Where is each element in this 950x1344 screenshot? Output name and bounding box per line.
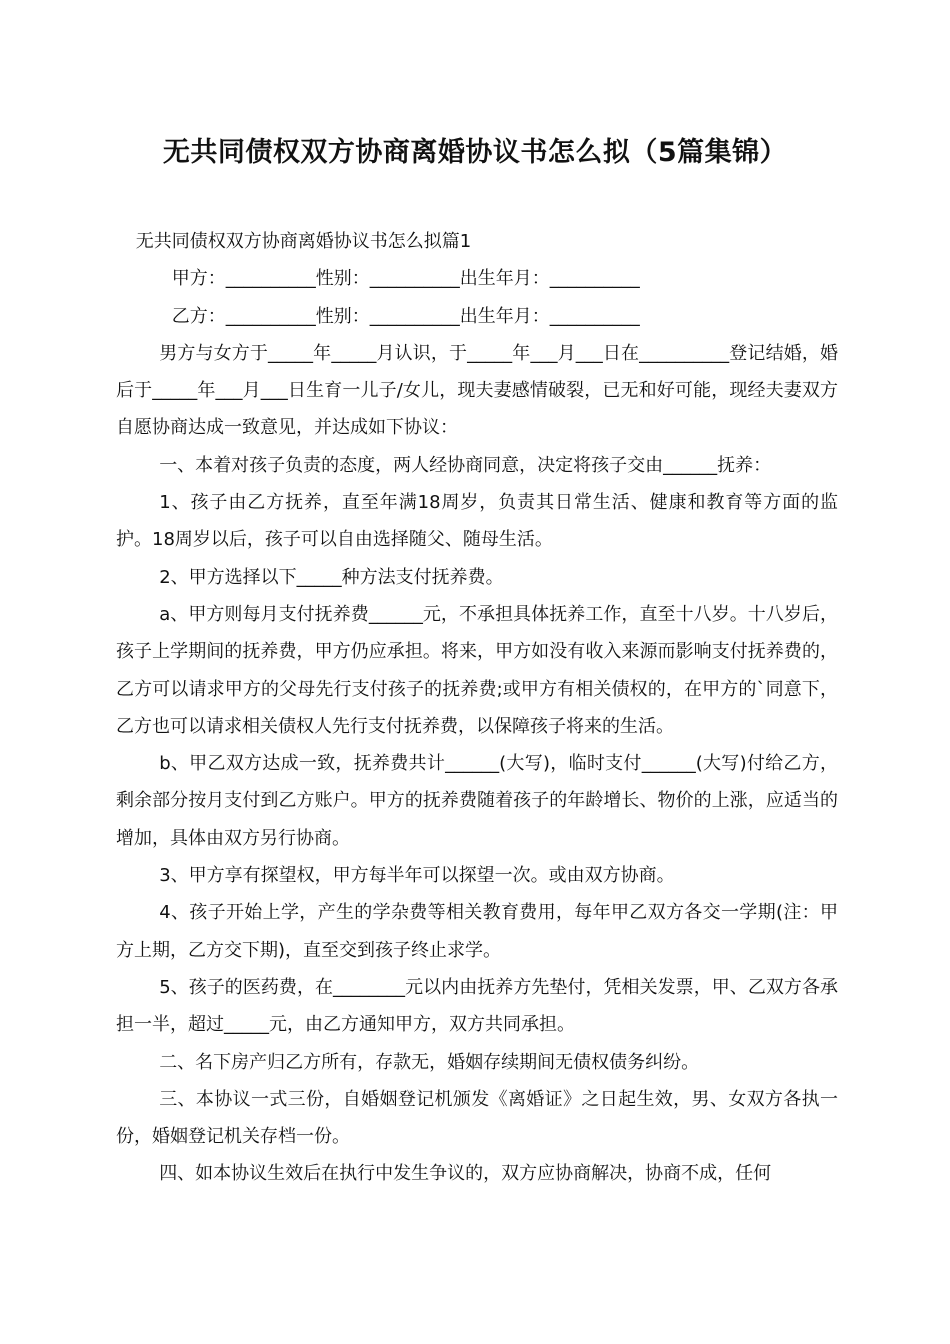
- paragraph-intro: 男方与女方于_____年_____月认识，于_____年___月___日在__________登记结婚，婚后于_____年___月___日生育一儿子/女儿，现夫妻感情破裂，已无和好可能，现经夫妻双方自愿协商达成一致意见，并达成如下协议：: [116, 342, 838, 439]
- paragraph-custody: 一、本着对孩子负责的态度，两人经协商同意，决定将孩子交由______抚养：: [159, 454, 772, 476]
- paragraph-property: 二、名下房产归乙方所有，存款无，婚姻存续期间无债权债务纠纷。: [159, 1051, 700, 1073]
- paragraph-item-2: 2、甲方选择以下_____种方法支付抚养费。: [159, 566, 504, 588]
- party-a-line: 甲方：__________性别：__________出生年月：__________: [171, 268, 640, 290]
- party-b-line: 乙方：__________性别：__________出生年月：__________: [171, 305, 640, 327]
- document-body: [116, 223, 838, 1193]
- paragraph-item-5: 5、孩子的医药费，在________元以内由抚养方先垫付，凭相关发票，甲、乙双方各承担一半，超过_____元，由乙方通知甲方，双方共同承担。: [116, 976, 838, 1036]
- section-subtitle: 无共同债权双方协商离婚协议书怎么拟篇1: [135, 231, 472, 252]
- paragraph-dispute: 四、如本协议生效后在执行中发生争议的，双方应协商解决，协商不成，任何: [159, 1163, 772, 1185]
- paragraph-item-3: 3、甲方享有探望权，甲方每半年可以探望一次。或由双方协商。: [159, 865, 675, 887]
- paragraph-item-2b: b、甲乙双方达成一致，抚养费共计______(大写)，临时支付______(大写)付给乙方，剩余部分按月支付到乙方账户。甲方的抚养费随着孩子的年龄增长、物价的上涨，应适当的增加，具体由双方另行协商。: [116, 753, 838, 849]
- paragraph-copies: 三、本协议一式三份，自婚姻登记机颁发《离婚证》之日起生效，男、女双方各执一份，婚姻登记机关存档一份。: [116, 1088, 838, 1148]
- paragraph-item-2a: a、甲方则每月支付抚养费______元，不承担具体抚养工作，直至十八岁。十八岁后，孩子上学期间的抚养费，甲方仍应承担。将来，甲方如没有收入来源而影响支付抚养费的，乙方可以请求甲方的父母先行支付孩子的抚养费;或甲方有相关债权的，在甲方的`同意下，乙方也可以请求相关债权人先行支付抚养费，以保障孩子将来的生活。: [116, 603, 838, 737]
- paragraph-item-4: 4、孩子开始上学，产生的学杂费等相关教育费用，每年甲乙双方各交一学期(注：甲方上期，乙方交下期)，直至交到孩子终止求学。: [116, 902, 838, 961]
- document-title: 无共同债权双方协商离婚协议书怎么拟（5篇集锦）: [162, 137, 788, 168]
- paragraph-item-1: 1、孩子由乙方抚养，直至年满18周岁，负责其日常生活、健康和教育等方面的监护。18周岁以后，孩子可以自由选择随父、随母生活。: [116, 492, 838, 551]
